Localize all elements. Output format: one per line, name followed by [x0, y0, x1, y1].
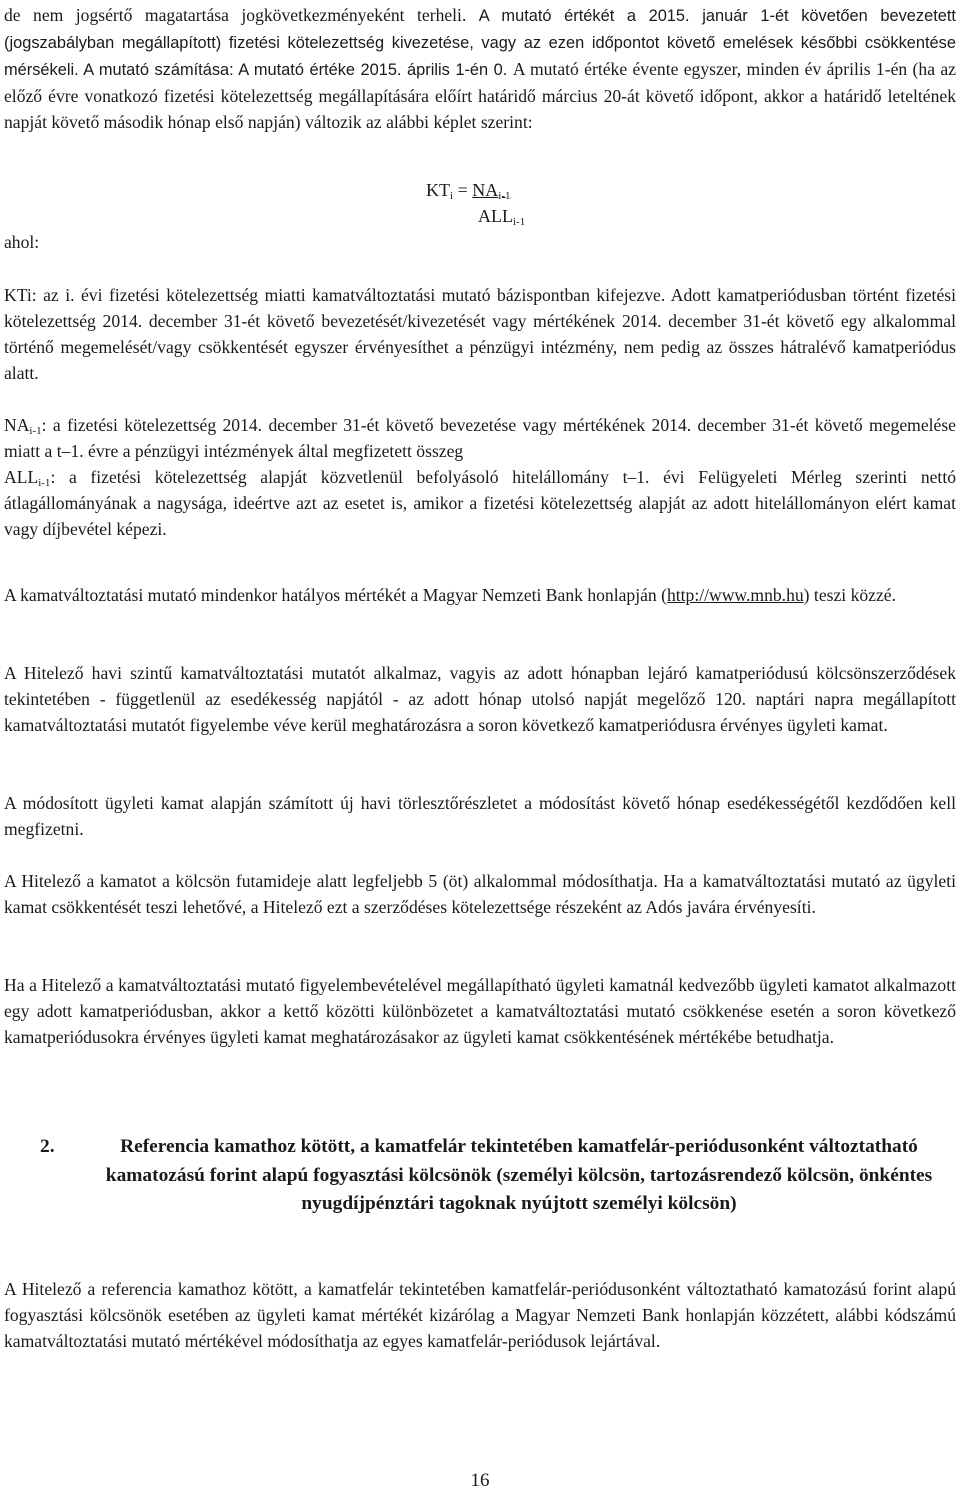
def-all-text: : a fizetési kötelezettség alapját közvetlenül befolyásoló hitelállomány t–1. évi Felügyeleti Mérleg szerinti nettó átlagállományának a nagysága, ideértve azt az esetet is, amikor a fizetési kötelezettség alapját az adott hitelállományon elért kamat vagy díjbevétel képezi. [4, 467, 956, 539]
formula-den-text: ALL [478, 206, 513, 226]
paragraph-intro [4, 2, 956, 135]
formula [426, 178, 526, 228]
section-heading [40, 1133, 940, 1219]
paragraph-havi: A Hitelező havi szintű kamatváltoztatási mutatót alkalmaz, vagyis az adott hónapban lejáró kamatperiódusú kölcsönszerződések tekintetében - függetlenül az esedékesség napjától - az adott hónap utolsó napját megelőző 120. naptári napra megállapított kamatváltoztatási mutatót figyelembe véve kerül meghatározásra a soron következő kamatperiódusra érvényes ügyleti kamat. [4, 663, 956, 735]
paragraph-kulonbozet: Ha a Hitelező a kamatváltoztatási mutató figyelembevételével megállapítható ügyleti kamatnál kedvezőbb ügyleti kamatot alkalmazott egy adott kamatperiódusban, akkor a kettő közötti különbözetet a kamatváltoztatási mutató csökkenése esetén a soron következő kamatperiódusokra érvényes ügyleti kamat meghatározásakor az ügyleti kamat csökkentésének mértékébe betudhatja. [4, 975, 956, 1047]
def-all-sub: i-1 [38, 477, 51, 489]
definition-all [4, 464, 956, 542]
def-na-label: NA [4, 415, 30, 435]
def-all-label: ALL [4, 467, 39, 487]
formula-lhs: KT [426, 180, 450, 200]
intro-sans-text: A mutató értékét a 2015. január 1-ét követően bevezetett (jogszabályban megállapított) fizetési kötelezettség kivezetése, vagy az ezen időpontot követő emelések későbbi csökkentése mérsékeli. A mutató számítása: A mutató értéke 2015. április 1-én 0. [4, 7, 956, 79]
section-title: Referencia kamathoz kötött, a kamatfelár tekintetében kamatfelár-periódusonként változtatható kamatozású forint alapú fogyasztási kölcsönök (személyi kölcsön, tartozásrendező kölcsön, önkéntes nyugdíjpénztári tagoknak nyújtott személyi kölcsön) [105, 1136, 933, 1214]
definition-na [4, 412, 956, 464]
section-number: 2. [40, 1136, 55, 1157]
formula-numerator [472, 180, 510, 200]
mnb-pre: A kamatváltoztatási mutató mindenkor hatályos mértékét a Magyar Nemzeti Bank honlapján ( [4, 585, 667, 605]
definition-kt: KTi: az i. évi fizetési kötelezettség miatti kamatváltoztatási mutató bázispontban kifejezve. Adott kamatperiódusban történt fizetési kötelezettség 2014. december 31-ét követő bevezetését/kivezetését vagy mértékének 2014. december 31-ét követő egy alkalommal történő megemelését/vagy csökkentését egyszer érvényesíthet a pénzügyi intézmény, nem pedig az összes hátralévő kamatperiódus alatt. [4, 285, 956, 383]
def-na-text: : a fizetési kötelezettség 2014. december 31-ét követő bevezetése vagy mértékének 2014. december 31-ét követő megemelése miatt a t–1. évre a pénzügyi intézmények által megfizetett összeg [4, 415, 956, 461]
formula-num-sub: i-1 [498, 190, 511, 202]
paragraph-mnb [4, 582, 956, 608]
formula-den-sub: i-1 [513, 216, 526, 228]
paragraph-futamido: A Hitelező a kamatot a kölcsön futamideje alatt legfeljebb 5 (öt) alkalommal módosíthatja. Ha a kamatváltoztatási mutató az ügyleti kamat csökkentését teszi lehetővé, a Hitelező ezt a szerződéses kötelezettsége részeként az Adós javára érvényesíti. [4, 871, 956, 917]
paragraph-referencia: A Hitelező a referencia kamathoz kötött, a kamatfelár tekintetében kamatfelár-periódusonként változtatható kamatozású forint alapú fogyasztási kölcsönök esetében az ügyleti kamat mértékét kizárólag a Magyar Nemzeti Bank honlapján közzétett, alábbi kódszámú kamatváltoztatási mutató mértékével módosíthatja az egyes kamatfelár-periódusok lejártával. [4, 1279, 956, 1351]
formula-lhs-sub: i [450, 190, 454, 202]
mnb-post: ) teszi közzé. [803, 585, 896, 605]
page-number: 16 [470, 1470, 490, 1491]
formula-num-text: NA [472, 180, 499, 200]
formula-denominator [478, 204, 525, 228]
intro-text: de nem jogsértő magatartása jogkövetkezményeként terheli. [4, 5, 479, 25]
ahol-label: ahol: [4, 232, 40, 252]
intro-tail-text: A mutató értéke évente egyszer, minden év április 1-én (ha az előző évre vonatkozó fizetési kötelezettség megállapítására előírt határidő március 20-át követő időpont, akkor a határidő leteltének napját követő második hónap első napján) változik az alábbi képlet szerint: [4, 59, 956, 132]
paragraph-modositott: A módosított ügyleti kamat alapján számított új havi törlesztőrészletet a módosítást követő hónap esedékességétől kezdődően kell megfizetni. [4, 793, 956, 839]
formula-equals: = [453, 180, 473, 200]
def-na-sub: i-1 [29, 425, 42, 437]
mnb-link[interactable]: http://www.mnb.hu [666, 585, 804, 605]
